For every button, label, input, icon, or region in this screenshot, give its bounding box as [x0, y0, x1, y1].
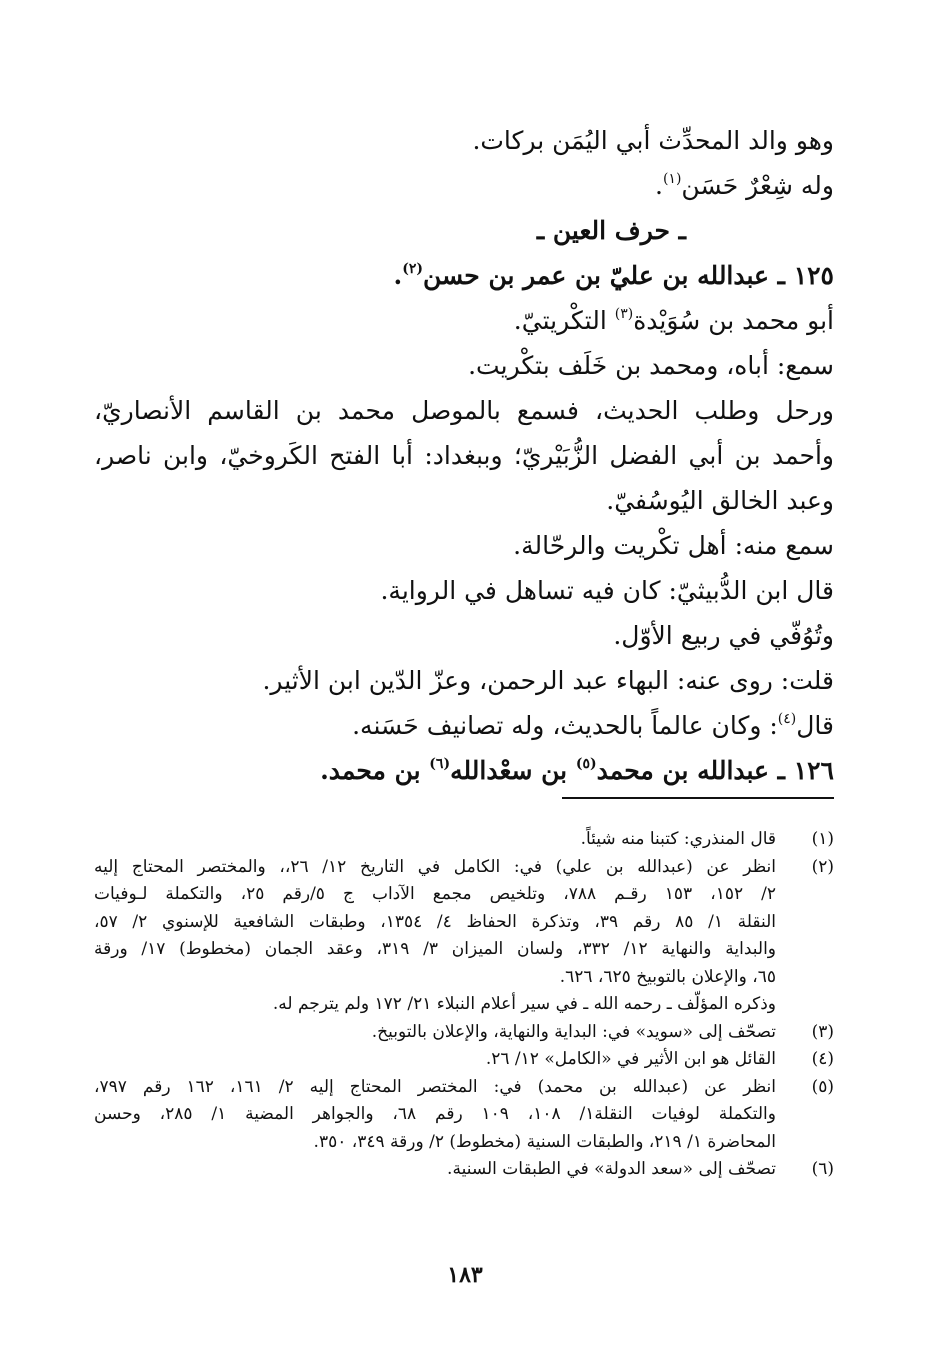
entry-title: ١٢٥ ـ عبدالله بن عليّ بن عمر بن حسن — [422, 261, 834, 290]
main-text — [94, 118, 834, 793]
footnote-separator — [562, 797, 834, 799]
footnote-number: (٢) — [811, 856, 834, 877]
footnote — [94, 1046, 834, 1074]
text-line: وتُوُفّي في ربيع الأوّل. — [613, 621, 834, 650]
entry-heading — [94, 748, 834, 793]
footnote-line: والتكملة لوفيات النقلة١/ ١٠٨، ١٠٩ رقم ٦٨، والجواهر المضية ١/ ٢٨٥، وحسن — [94, 1104, 776, 1124]
footnote-line: وذكره المؤلّف ـ رحمه الله ـ في سير أعلام النبلاء ٢١/ ١٧٢ ولم يترجم له. — [272, 994, 776, 1014]
footnote-line: النقلة ١/ ٨٥ رقم ٣٩، وتذكرة الحفاظ ٤/ ١٣٥٤، وطبقات الشافعية للإسنوي ٢/ ٥٧، — [94, 911, 777, 932]
footnote-ref[interactable]: (٦) — [429, 756, 451, 772]
footnote — [94, 1019, 834, 1047]
text-span: : وكان عالماً بالحديث، وله تصانيف حَسَنه. — [352, 711, 778, 740]
text-span: التكْريتيّ. — [513, 306, 615, 335]
footnote-ref[interactable]: (١) — [662, 171, 682, 187]
footnote-line: ٦٥، والإعلان بالتوبيخ ٦٢٥، ٦٢٦. — [559, 966, 776, 987]
footnote-text: القائل هو ابن الأثير في «الكامل» ١٢/ ٢٦. — [485, 1049, 776, 1069]
entry-title: ١٢٦ ـ عبدالله بن محمد — [596, 756, 834, 785]
text-line: سمع منه: أهل تكْريت والرحّالة. — [513, 531, 834, 560]
text-line — [94, 118, 834, 163]
footnote-line: انظر عن (عبدالله بن محمد) في: المختصر المحتاج إليه ٢/ ١٦١، ١٦٢ رقم ٧٩٧، — [94, 1076, 776, 1097]
footnote-text: تصحّف إلى «سويد» في: البداية والنهاية، والإعلان بالتوبيخ. — [371, 1021, 776, 1042]
text-span: وهو والد المحدِّث أبي اليُمَن بركات. — [472, 126, 834, 155]
footnote-ref[interactable]: (٥) — [575, 756, 597, 772]
text-line — [94, 703, 834, 748]
text-line: قال ابن الدُّبيثيّ: كان فيه تساهل في الرواية. — [380, 576, 834, 605]
entry-title: بن سعْدالله — [450, 756, 576, 785]
footnote-text — [94, 1074, 776, 1157]
text-line: ورحل وطلب الحديث، فسمع بالموصل محمد بن القاسم الأنصاريّ، — [94, 396, 834, 425]
text-line: قلت: روى عنه: البهاء عبد الرحمن، وعزّ الدّين ابن الأثير. — [262, 666, 834, 695]
section-heading: ـ حرف العين ـ — [536, 216, 686, 245]
text-line — [94, 298, 834, 343]
footnote-line: المحاضرة ١/ ٢١٩، والطبقات السنية (مخطوط) ٢/ ورقة ٣٤٩، ٣٥٠. — [313, 1131, 776, 1152]
text-span: قال — [796, 711, 834, 740]
footnote-number: (١) — [811, 829, 834, 849]
footnote-text: قال المنذري: كتبنا منه شيئاً. — [580, 829, 776, 849]
entry-title: بن محمد. — [320, 756, 430, 785]
footnote — [94, 826, 834, 854]
text-line: سمع: أباه، ومحمد بن خَلَف بتكْريت. — [468, 351, 834, 380]
footnote-text: تصحّف إلى «سعد الدولة» في الطبقات السنية. — [447, 1159, 776, 1179]
text-line — [94, 163, 834, 208]
text-span: وله شِعْرٌ حَسَن — [681, 171, 834, 200]
footnote-number: (٦) — [811, 1159, 834, 1179]
text-span: . — [393, 261, 403, 290]
footnote-line: انظر عن (عبدالله بن علي) في: الكامل في التاريخ ١٢/ ٢٦،، والمختصر المحتاج إليه — [94, 856, 776, 877]
footnote — [94, 1156, 834, 1184]
text-span: . — [655, 171, 663, 200]
footnote-line: ٢/ ١٥٢، ١٥٣ رقـم ٧٨٨، وتلخيص مجمع الآداب ج ٥/رقم ٢٥، والتكملة لـوفيات — [94, 884, 776, 904]
footnote — [94, 1074, 834, 1157]
text-span: أبو محمد بن سُوَيْدة — [633, 306, 834, 335]
footnotes — [94, 826, 834, 1184]
footnote — [94, 854, 834, 1019]
footnote-ref[interactable]: (٣) — [614, 306, 634, 322]
footnote-number: (٣) — [811, 1021, 834, 1042]
text-line: وعبد الخالق اليُوسُفيّ. — [606, 486, 834, 515]
footnote-text — [94, 854, 776, 1019]
entry-heading — [94, 253, 834, 298]
footnote-ref[interactable]: (٢) — [402, 261, 423, 277]
footnote-ref[interactable]: (٤) — [777, 711, 797, 727]
page-number: ١٨٣ — [447, 1262, 483, 1288]
footnote-number: (٥) — [811, 1076, 834, 1097]
footnote-line: والبداية والنهاية ١٢/ ٣٣٢، ولسان الميزان ٣/ ٣١٩، وعقد الجمان (مخطوط) ١٧/ ورقة — [94, 939, 776, 959]
text-line: وأحمد بن أبي الفضل الزُّبَيْريّ؛ وببغداد: أبا الفتح الكَروخيّ، وابن ناصر، — [94, 441, 834, 470]
footnote-number: (٤) — [811, 1049, 834, 1069]
